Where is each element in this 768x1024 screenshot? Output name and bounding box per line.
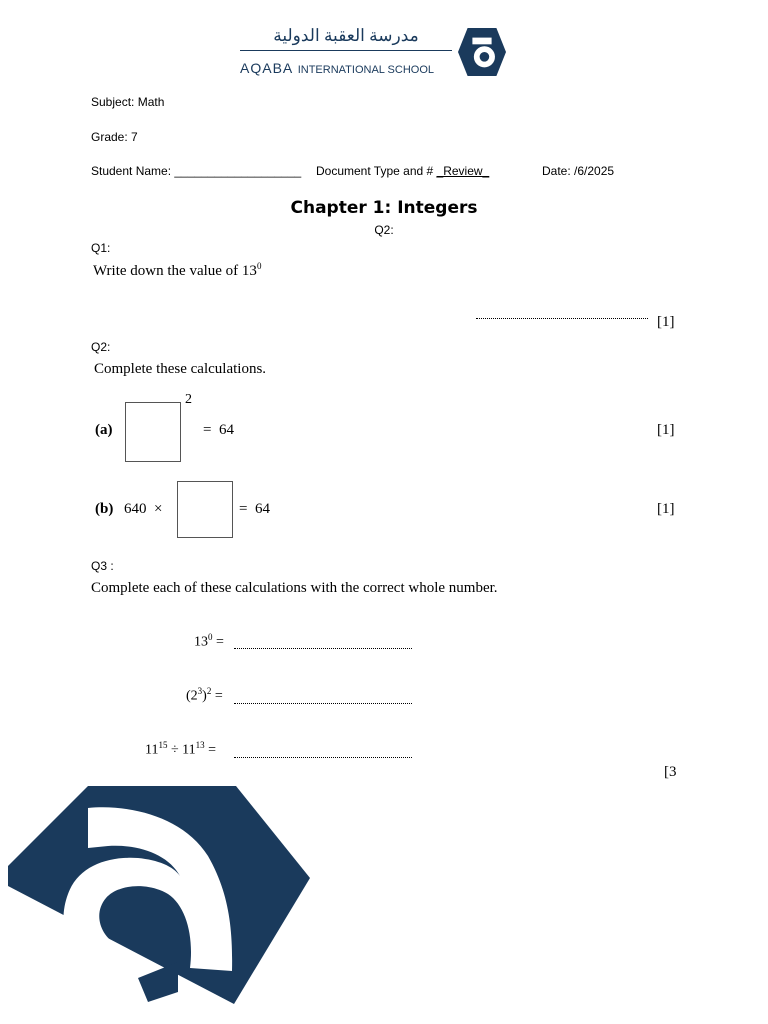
- q2a-exponent: 2: [185, 392, 192, 407]
- q2a-result: = 64: [203, 422, 234, 438]
- grade-line: Grade: 7: [91, 130, 138, 144]
- header-divider: [240, 50, 452, 51]
- q2a-answer-box[interactable]: [125, 402, 181, 462]
- q3-line2: [186, 686, 223, 705]
- q3-line3-answer[interactable]: [234, 757, 412, 758]
- school-name-aqaba: AQABA: [240, 60, 294, 76]
- q3-marks: [3: [664, 764, 677, 780]
- subject-line: Subject: Math: [91, 95, 165, 109]
- student-name-field: Student Name: ___________________: [91, 164, 302, 178]
- school-header: [238, 26, 510, 78]
- page-title: Chapter 1: Integers: [290, 198, 478, 218]
- q3-line2-open: (2: [186, 688, 198, 704]
- q3-line3-equals: =: [204, 742, 217, 758]
- q1-label: Q1:: [91, 241, 111, 255]
- q3-line2-outer-exponent: 2: [206, 686, 212, 696]
- q3-line1-answer[interactable]: [234, 648, 412, 649]
- document-type-label: Document Type and #: [316, 164, 437, 178]
- q1-marks: [1]: [657, 314, 675, 330]
- q3-line3-exponent1: 15: [158, 740, 168, 750]
- q1-question: Write down the value of 13: [93, 263, 257, 279]
- document-type-line: [316, 164, 489, 178]
- page-subtitle: Q2:: [374, 223, 394, 237]
- q1-text: [93, 261, 261, 280]
- q3-line2-close: ): [202, 688, 207, 704]
- q2-text: Complete these calculations.: [94, 361, 267, 377]
- q3-line2-equals: =: [211, 688, 223, 704]
- q2b-answer-box[interactable]: [177, 481, 233, 538]
- q3-line1-base: 13: [194, 634, 208, 650]
- q3-line3-divide: ÷ 11: [167, 742, 196, 758]
- watermark-logo-icon: [8, 786, 310, 1004]
- date-line: Date: /6/2025: [542, 164, 615, 178]
- school-name-international: INTERNATIONAL SCHOOL: [297, 64, 434, 76]
- q3-label: Q3 :: [91, 559, 114, 573]
- q3-text: Complete each of these calculations with the correct whole number.: [91, 580, 498, 596]
- q3-line1: [194, 632, 224, 651]
- document-type-value: _Review_: [436, 164, 490, 178]
- q3-line1-equals: =: [212, 634, 224, 650]
- q3-line1-exponent: 0: [208, 632, 213, 642]
- q3-line3-exponent2: 13: [195, 740, 205, 750]
- q2b-label: (b): [95, 501, 114, 517]
- q3-line3: [145, 740, 216, 759]
- q3-line2-inner-exponent: 3: [197, 686, 203, 696]
- q2b-result: = 64: [239, 501, 270, 517]
- q2b-marks: [1]: [657, 501, 675, 517]
- q3-line3-base: 11: [145, 742, 159, 758]
- school-name-latin: [240, 60, 434, 78]
- school-name-arabic: مدرسة العقبة الدولية: [273, 26, 419, 45]
- q2-label: Q2:: [91, 340, 111, 354]
- q2b-prefix: 640 ×: [124, 501, 163, 517]
- q3-line2-answer[interactable]: [234, 703, 412, 704]
- school-logo-icon: [458, 28, 506, 76]
- q2a-label: (a): [95, 422, 113, 438]
- q2a-marks: [1]: [657, 422, 675, 438]
- q1-exponent: 0: [256, 261, 262, 271]
- q1-answer-line: [476, 318, 648, 319]
